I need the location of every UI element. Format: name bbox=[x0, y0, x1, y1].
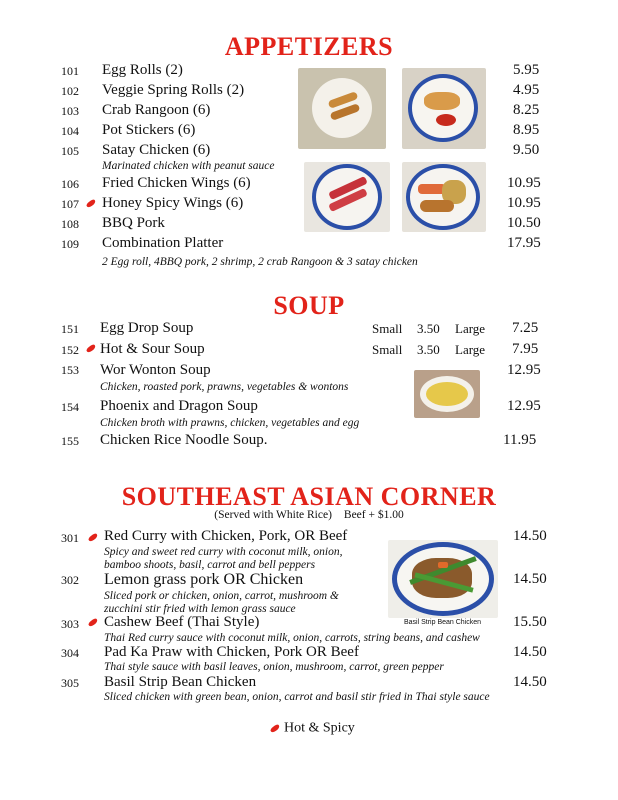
item-price: 4.95 bbox=[513, 82, 540, 98]
size-label: Large bbox=[455, 321, 486, 336]
item-number: 107 bbox=[61, 197, 79, 211]
item-description: Thai Red curry sauce with coconut milk, onion, carrots, string beans, and cashew bbox=[104, 632, 480, 644]
crab-rangoon-photo bbox=[402, 68, 486, 149]
wonton-soup-photo bbox=[414, 370, 480, 418]
size-label: Small bbox=[372, 342, 403, 357]
served-with-note: (Served with White Rice) bbox=[214, 509, 332, 521]
southeast-asian-heading: SOUTHEAST ASIAN CORNER bbox=[121, 482, 497, 511]
item-price: 10.95 bbox=[507, 175, 541, 191]
item-price: 8.95 bbox=[513, 122, 540, 138]
item-name: Red Curry with Chicken, Pork, OR Beef bbox=[104, 528, 348, 544]
item-name: Crab Rangoon (6) bbox=[102, 102, 211, 118]
item-description: Thai style sauce with basil leaves, onion, mushroom, carrot, green pepper bbox=[104, 661, 444, 673]
bbq-pork-photo bbox=[304, 162, 390, 232]
item-number: 101 bbox=[61, 64, 79, 78]
item-price: 10.95 bbox=[507, 195, 541, 211]
soup-heading: SOUP bbox=[273, 291, 345, 320]
item-number: 153 bbox=[61, 363, 79, 377]
item-name: Phoenix and Dragon Soup bbox=[100, 398, 258, 414]
item-price: 14.50 bbox=[513, 528, 547, 544]
item-name: Veggie Spring Rolls (2) bbox=[102, 82, 245, 98]
item-description: Sliced pork or chicken, onion, carrot, mushroom & bbox=[104, 590, 339, 602]
item-price: 7.25 bbox=[512, 320, 539, 336]
item-price: 12.95 bbox=[507, 398, 541, 414]
item-description: Spicy and sweet red curry with coconut milk, onion, bbox=[104, 546, 343, 558]
item-number: 303 bbox=[61, 617, 79, 631]
item-name: Combination Platter bbox=[102, 235, 224, 251]
legend-label: Hot & Spicy bbox=[284, 720, 355, 736]
item-name: Wor Wonton Soup bbox=[100, 362, 211, 378]
small-price: 3.50 bbox=[417, 321, 440, 336]
item-number: 109 bbox=[61, 237, 79, 251]
item-number: 102 bbox=[61, 84, 79, 98]
item-price: 10.50 bbox=[507, 215, 541, 231]
small-price: 3.50 bbox=[417, 342, 440, 357]
item-number: 152 bbox=[61, 343, 79, 357]
item-number: 104 bbox=[61, 124, 79, 138]
item-number: 106 bbox=[61, 177, 79, 191]
item-name: Chicken Rice Noodle Soup. bbox=[100, 432, 268, 448]
item-price: 15.50 bbox=[513, 614, 547, 630]
section-subtitle bbox=[0, 509, 618, 521]
chili-pepper-icon bbox=[87, 533, 98, 543]
item-description: Sliced chicken with green bean, onion, carrot and basil stir fried in Thai style sauce bbox=[104, 691, 490, 703]
chili-pepper-icon bbox=[269, 723, 280, 733]
spicy-legend bbox=[270, 719, 355, 737]
item-price: 12.95 bbox=[507, 362, 541, 378]
item-name: Pad Ka Praw with Chicken, Pork OR Beef bbox=[104, 644, 359, 660]
item-price: 14.50 bbox=[513, 571, 547, 587]
item-number: 151 bbox=[61, 322, 79, 336]
item-number: 302 bbox=[61, 573, 79, 587]
chili-pepper-icon bbox=[87, 618, 98, 628]
item-price: 7.95 bbox=[512, 341, 539, 357]
item-number: 154 bbox=[61, 400, 79, 414]
item-price: 5.95 bbox=[513, 62, 540, 78]
item-description: Chicken broth with prawns, chicken, vegetables and egg bbox=[100, 417, 360, 429]
appetizers-heading: APPETIZERS bbox=[224, 32, 394, 61]
item-name: Egg Drop Soup bbox=[100, 320, 194, 336]
item-number: 305 bbox=[61, 676, 79, 690]
chili-pepper-icon bbox=[85, 344, 96, 354]
item-description: bamboo shoots, basil, carrot and bell peppers bbox=[104, 559, 316, 571]
item-number: 301 bbox=[61, 531, 79, 545]
photo-caption: Basil Strip Bean Chicken bbox=[404, 619, 482, 626]
size-label: Large bbox=[455, 342, 486, 357]
item-name: Basil Strip Bean Chicken bbox=[104, 674, 257, 690]
item-name: Satay Chicken (6) bbox=[102, 142, 211, 158]
beef-surcharge-note: Beef + $1.00 bbox=[343, 509, 404, 521]
item-price: 17.95 bbox=[507, 235, 541, 251]
item-description: 2 Egg roll, 4BBQ pork, 2 shrimp, 2 crab Rangoon & 3 satay chicken bbox=[102, 256, 418, 268]
item-number: 155 bbox=[61, 434, 79, 448]
item-number: 103 bbox=[61, 104, 79, 118]
chili-pepper-icon bbox=[85, 199, 96, 209]
item-name: Fried Chicken Wings (6) bbox=[102, 175, 251, 191]
item-name: Pot Stickers (6) bbox=[102, 122, 196, 138]
item-name: Honey Spicy Wings (6) bbox=[102, 195, 244, 211]
item-name: BBQ Pork bbox=[102, 215, 165, 231]
item-price: 11.95 bbox=[503, 432, 537, 448]
item-description: zucchini stir fried with lemon grass sauce bbox=[104, 603, 296, 615]
item-price: 8.25 bbox=[513, 102, 540, 118]
item-price: 9.50 bbox=[513, 142, 540, 158]
item-name: Cashew Beef (Thai Style) bbox=[104, 614, 260, 630]
item-number: 105 bbox=[61, 144, 79, 158]
item-description: Marinated chicken with peanut sauce bbox=[102, 160, 275, 172]
egg-rolls-photo bbox=[298, 68, 386, 149]
item-name: Lemon grass pork OR Chicken bbox=[104, 571, 304, 588]
item-name: Egg Rolls (2) bbox=[102, 62, 183, 78]
item-name: Hot & Sour Soup bbox=[100, 341, 205, 357]
item-number: 108 bbox=[61, 217, 79, 231]
item-price: 14.50 bbox=[513, 674, 547, 690]
size-label: Small bbox=[372, 321, 403, 336]
item-description: Chicken, roasted pork, prawns, vegetables & wontons bbox=[100, 381, 349, 393]
item-number: 304 bbox=[61, 646, 79, 660]
item-price: 14.50 bbox=[513, 644, 547, 660]
satay-chicken-photo bbox=[402, 162, 486, 232]
basil-chicken-photo bbox=[388, 540, 498, 618]
